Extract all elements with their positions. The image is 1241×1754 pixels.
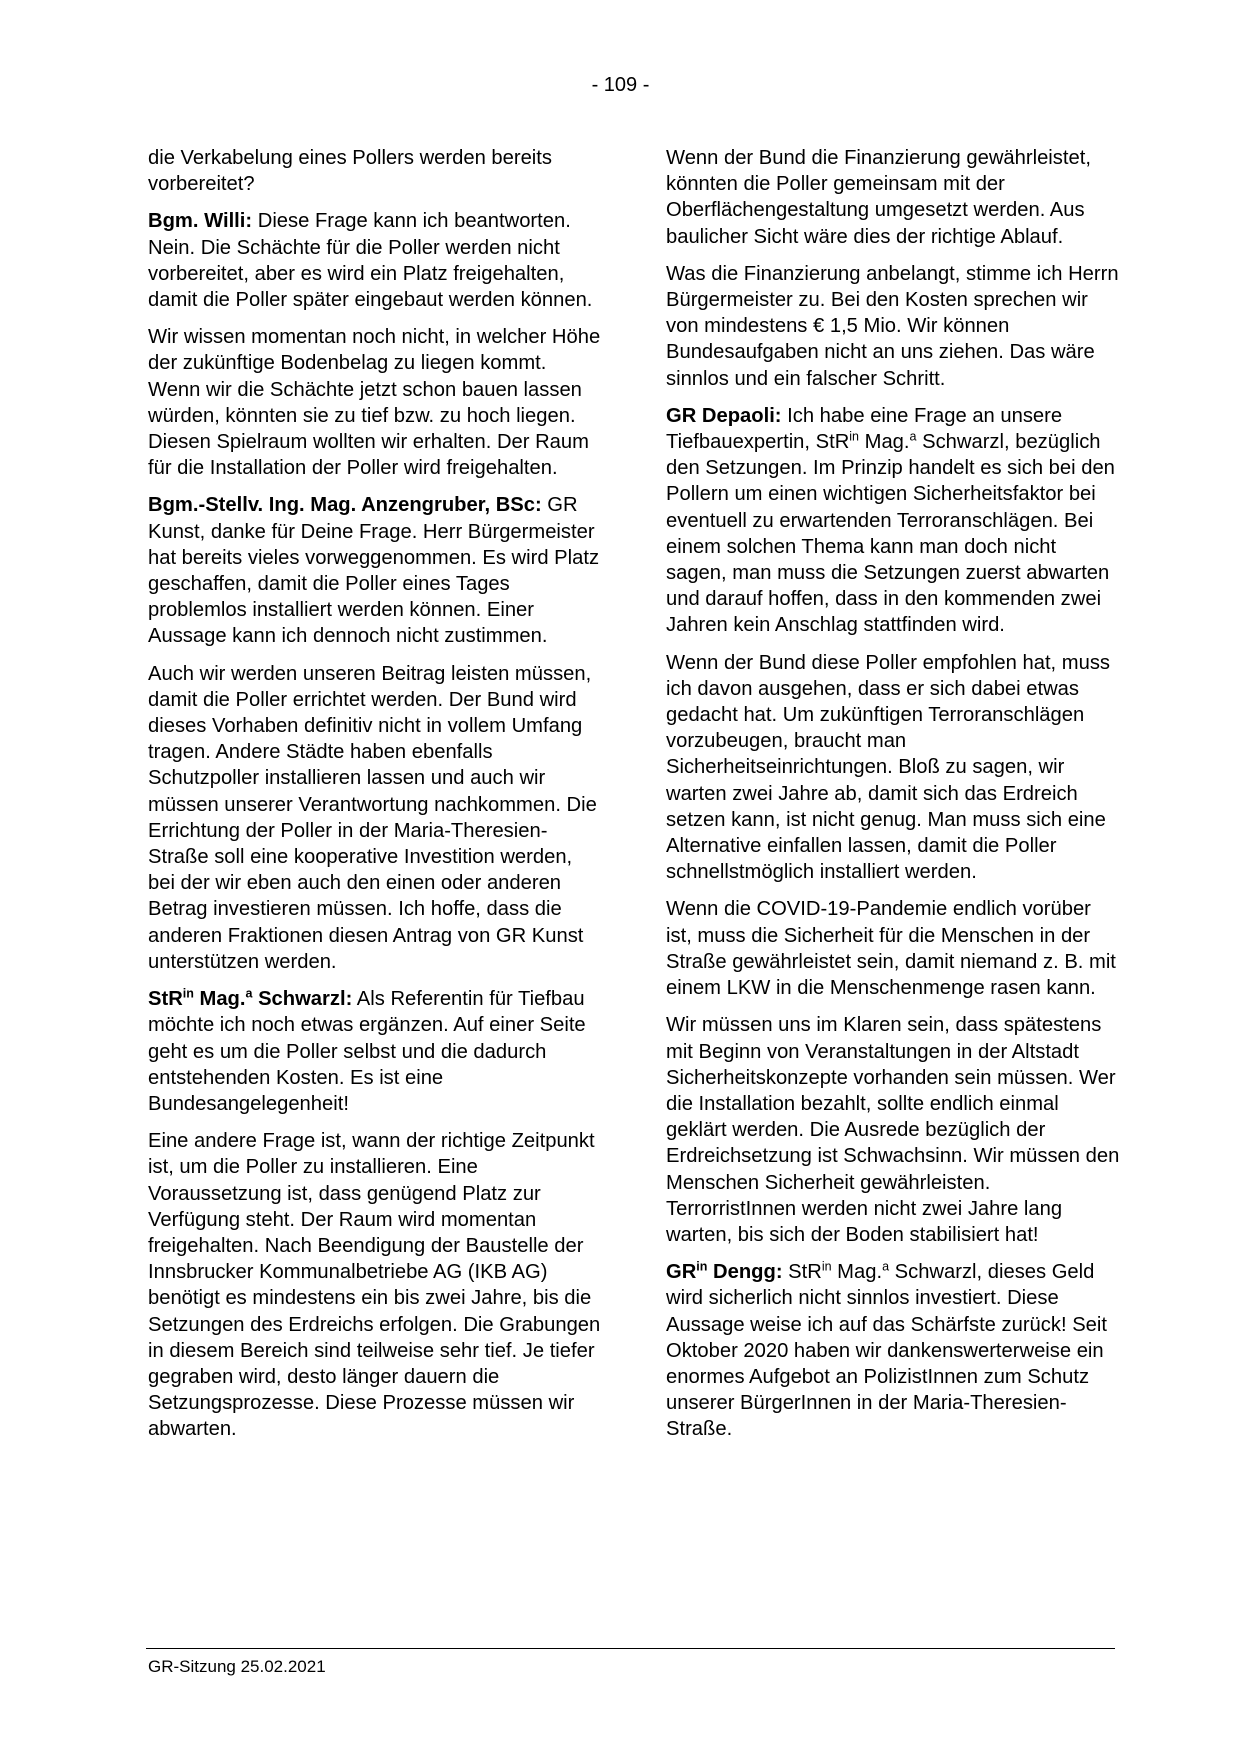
- speaker-name: Bgm. Willi:: [148, 210, 253, 233]
- speaker-name: StR$^{in}$ Mag.$^a$ Schwarzl:: [148, 986, 353, 1011]
- paragraph: StR$^{in}$ Mag.$^a$ Schwarzl: Als Referentin für Tiefbau möchte ich noch etwas ergänzen. Auf einer Seite geht es um die Poller selbst und die dadurch entstehenden Kosten. Es ist eine Bundesangelegenheit!: [148, 986, 586, 1115]
- paragraph: Was die Finanzierung anbelangt, stimme ich Herrn Bürgermeister zu. Bei den Kosten sprechen wir von mindestens € 1,5 Mio. Wir können Bundesaufgaben nicht an uns ziehen. Das wäre sinnlos und ein falscher Schritt.: [666, 262, 1119, 390]
- speaker-name: $GR^{in}$ Dengg:: [666, 1259, 783, 1284]
- paragraph: die Verkabelung eines Pollers werden bereits vorbereitet?: [148, 147, 552, 196]
- paragraph: GR Depaoli: Ich habe eine Frage an unsere Tiefbauexpertin, StR$^{in}$ Mag.$^a$ Schwarzl, bezüglich den Setzungen. Im Prinzip handelt es sich bei den Pollern um einen wichtigen Sicherheitsfaktor bei eventuell zu erwartenden Terroranschlägen. Bei einem solchen Thema kann man doch nicht sagen, man muss die Setzungen zuerst abwarten und darauf hoffen, dass in den kommenden zwei Jahren kein Anschlag stattfinden wird.: [666, 404, 1115, 637]
- left-column: [148, 145, 603, 1454]
- paragraph: Wenn der Bund diese Poller empfohlen hat, muss ich davon ausgehen, dass er sich dabei etwas gedacht hat. Um zukünftigen Terroranschlägen vorzubeugen, braucht man Sicherheitseinrichtungen. Bloß zu sagen, wir warten zwei Jahre ab, damit sich das Erdreich setzen kann, ist nicht genug. Man muss sich eine Alternative einfallen lassen, damit die Poller schnellstmöglich installiert werden.: [666, 651, 1111, 884]
- paragraph: Eine andere Frage ist, wann der richtige Zeitpunkt ist, um die Poller zu installieren. Eine Voraussetzung ist, dass genügend Platz zur Verfügung steht. Der Raum wird momentan freigehalten. Nach Beendigung der Baustelle der Innsbrucker Kommunalbetriebe AG (IKB AG) benötigt es mindestens ein bis zwei Jahre, bis die Setzungen des Erdreichs erfolgen. Die Grabungen in diesem Bereich sind teilweise sehr tief. Je tiefer gegraben wird, desto länger dauern die Setzungsprozesse. Diese Prozesse müssen wir abwarten.: [148, 1130, 601, 1441]
- paragraph: Wir wissen momentan noch nicht, in welcher Höhe der zukünftige Bodenbelag zu liegen kommt. Wenn wir die Schächte jetzt schon bauen lassen würden, könnten sie zu tief bzw. zu hoch liegen. Diesen Spielraum wollten wir erhalten. Der Raum für die Installation der Poller wird freigehalten.: [148, 326, 601, 480]
- footer-session-date: GR-Sitzung 25.02.2021: [148, 1657, 326, 1676]
- paragraph: Wir müssen uns im Klaren sein, dass spätestens mit Beginn von Veranstaltungen in der Altstadt Sicherheitskonzepte vorhanden sein müssen. Wer die Installation bezahlt, sollte endlich einmal geklärt werden. Die Ausrede bezüglich der Erdreichsetzung ist Schwachsinn. Wir müssen den Menschen Sicherheit gewährleisten. TerrorristInnen werden nicht zwei Jahre lang warten, bis sich der Boden stabilisiert hat!: [666, 1014, 1120, 1246]
- footer-divider: [146, 1648, 1115, 1649]
- paragraph: Bgm. Willi: Diese Frage kann ich beantworten. Nein. Die Schächte für die Poller werden nicht vorbereitet, aber es wird ein Platz freigehalten, damit die Poller später eingebaut werden können.: [148, 210, 593, 312]
- speaker-name: Bgm.-Stellv. Ing. Mag. Anzengruber, BSc:: [148, 494, 542, 517]
- paragraph: Auch wir werden unseren Beitrag leisten müssen, damit die Poller errichtet werden. Der Bund wird dieses Vorhaben definitiv nicht in vollem Umfang tragen. Andere Städte haben ebenfalls Schutzpoller installieren lassen und auch wir müssen unserer Verantwortung nachkommen. Die Errichtung der Poller in der Maria-Theresien-Straße soll eine kooperative Investition werden, bei der wir eben auch den einen oder anderen Betrag investieren müssen. Ich hoffe, dass die anderen Fraktionen diesen Antrag von GR Kunst unterstützen werden.: [148, 662, 597, 973]
- paragraph: Bgm.-Stellv. Ing. Mag. Anzengruber, BSc: GR Kunst, danke für Deine Frage. Herr Bürgermeister hat bereits vieles vorweggenommen. Es wird Platz geschaffen, damit die Poller eines Tages problemlos installiert werden können. Einer Aussage kann ich dennoch nicht zustimmen.: [148, 494, 600, 648]
- speaker-name: GR Depaoli:: [666, 404, 782, 427]
- page-number: - 109 -: [591, 74, 650, 96]
- paragraph: $GR^{in}$ Dengg: StR$^{in}$ Mag.$^a$ Schwarzl, dieses Geld wird sicherlich nicht sinnlos investiert. Diese Aussage weise ich auf das Schärfste zurück! Seit Oktober 2020 haben wir dankenswerterweise ein enormes Aufgebot an PolizistInnen zum Schutz unserer BürgerInnen in der Maria-Theresien-Straße.: [666, 1259, 1107, 1441]
- right-column: [666, 145, 1121, 1454]
- paragraph: Wenn die COVID-19-Pandemie endlich vorüber ist, muss die Sicherheit für die Menschen in der Straße gewährleistet sein, damit niemand z. B. mit einem LKW in die Menschenmenge rasen kann.: [666, 898, 1116, 1000]
- paragraph: Wenn der Bund die Finanzierung gewährleistet, könnten die Poller gemeinsam mit der Oberflächengestaltung umgesetzt werden. Aus baulicher Sicht wäre dies der richtige Ablauf.: [666, 147, 1091, 248]
